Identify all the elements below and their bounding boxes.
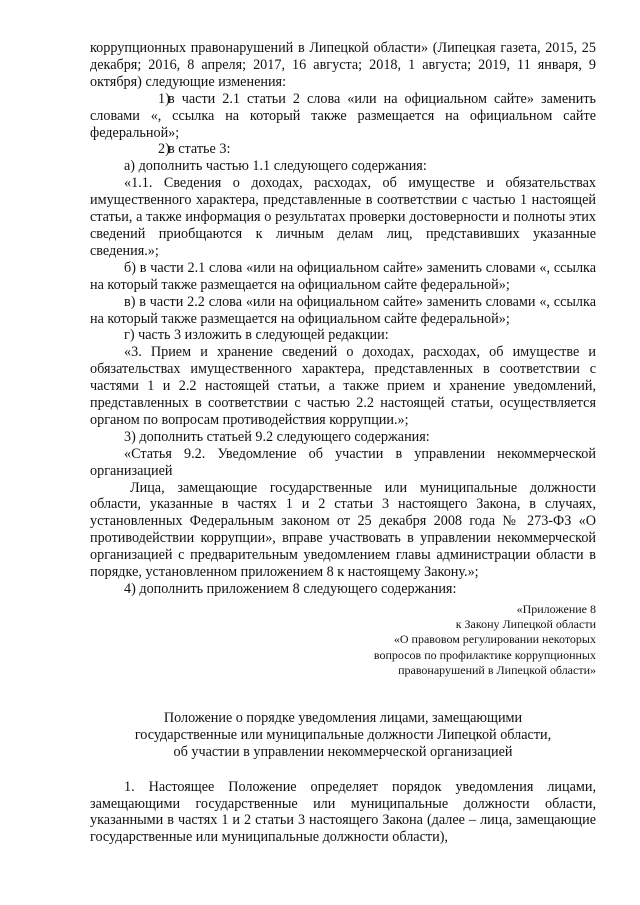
- item-2-number: 2): [158, 141, 170, 158]
- subitem-b: б) в части 2.1 слова «или на официальном сайте» заменить словами «, ссылка на который также размещается на официальном сайте федеральной»;: [90, 259, 596, 293]
- regulation-paragraph-1: 1. Настоящее Положение определяет порядок уведомления лицами, замещающими государственные или муниципальные должности области, указанными в частях 1 и 2 статьи 3 настоящего Закона (далее – лица, замещающие государственные или муниципальные должности области),: [90, 778, 596, 846]
- item-1: [90, 91, 596, 142]
- appendix-header-line-2: к Закону Липецкой области: [455, 617, 596, 632]
- regulation-title: [90, 710, 596, 761]
- item-2-text: в статье 3:: [168, 141, 231, 158]
- quote-part-1-1: «1.1. Сведения о доходах, расходах, об имуществе и обязательствах имущественного характера, представленные в соответствии с частью 1 настоящей статьи, а также информация о результатах проверки достоверности и полноты этих сведений приобщаются к личным делам лиц, представивших указанные сведения.»;: [90, 175, 596, 259]
- item-1-number: 1): [158, 90, 170, 107]
- article-9-2-title: «Статья 9.2. Уведомление об участии в управлении некоммерческой организацией: [90, 445, 596, 479]
- appendix-header-line-3: «О правовом регулировании некоторых: [393, 632, 596, 647]
- regulation-title-line-3: об участии в управлении некоммерческой организацией: [173, 743, 513, 760]
- quote-part-3: «3. Прием и хранение сведений о доходах, расходах, об имуществе и обязательствах имущественного характера, представленных в соответствии с частями 1 и 2.2 настоящей статьи, а также прием и хранение уведомлений, представленных в соответствии с частью 2.2 настоящей статьи, осуществляется органом по вопросам противодействия коррупции.»;: [90, 344, 596, 428]
- subitem-v: в) в части 2.2 слова «или на официальном сайте» заменить словами «, ссылка на который также размещается на официальном сайте федеральной»;: [90, 293, 596, 327]
- regulation-title-line-2: государственные или муниципальные должности Липецкой области,: [134, 726, 552, 743]
- item-1-text: в части 2.1 статьи 2 слова «или на официальном сайте» заменить словами «, ссылка на который также размещается на официальном сайте федеральной»;: [90, 90, 596, 141]
- regulation-title-line-1: Положение о порядке уведомления лицами, замещающими: [163, 709, 523, 726]
- appendix-header-line-1: «Приложение 8: [516, 601, 596, 616]
- appendix-header: [90, 602, 596, 678]
- item-2: [90, 141, 596, 158]
- document-page: [90, 40, 596, 846]
- item-3: 3) дополнить статьей 9.2 следующего содержания:: [124, 428, 430, 445]
- article-9-2-body: Лица, замещающие государственные или муниципальные должности области, указанные в частях 1 и 2 статьи 3 настоящего Закона, в случаях, установленных Федеральным законом от 25 декабря 2008 года № 273-ФЗ «О противодействии коррупции», вправе участвовать в управлении некоммерческой организацией с предварительным уведомлением главы администрации области в порядке, установленном приложением 8 к настоящему Закону.»;: [90, 479, 596, 581]
- appendix-header-line-4: вопросов по профилактике коррупционных: [373, 647, 596, 662]
- subitem-a: а) дополнить частью 1.1 следующего содержания:: [124, 158, 427, 175]
- item-4: 4) дополнить приложением 8 следующего содержания:: [124, 581, 457, 597]
- appendix-header-line-5: правонарушений в Липецкой области»: [398, 662, 596, 677]
- paragraph-intro: коррупционных правонарушений в Липецкой области» (Липецкая газета, 2015, 25 декабря; 2016, 8 апреля; 2017, 16 августа; 2018, 1 августа; 2019, 11 января, 9 октября) следующие изменения:: [90, 40, 596, 90]
- subitem-g: г) часть 3 изложить в следующей редакции:: [124, 327, 389, 344]
